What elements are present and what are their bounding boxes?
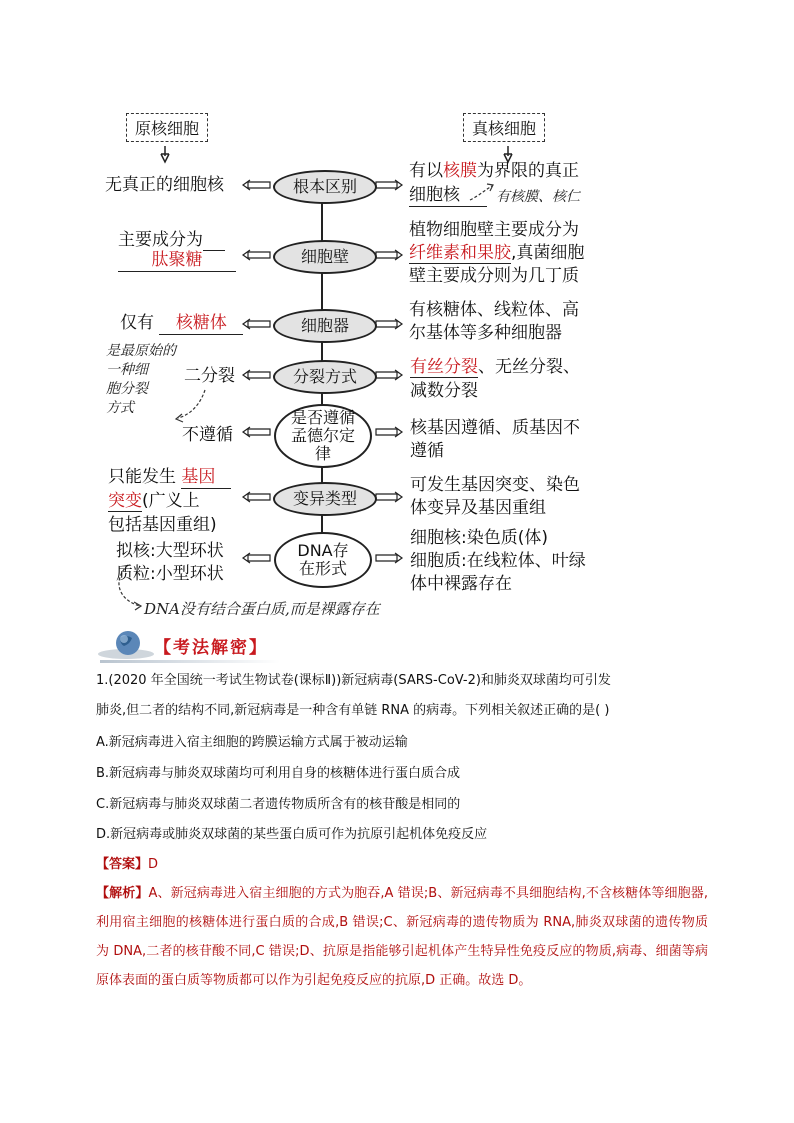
option-a: A.新冠病毒进入宿主细胞的跨膜运输方式属于被动运输 [96, 735, 408, 750]
row3-left: 二分裂 [184, 366, 235, 386]
row5-left-line1: 只能发生 基因 [108, 466, 231, 489]
node-mendel: 是否遵循孟德尔定律 [274, 404, 372, 468]
answer-line: 【答案】D [96, 857, 159, 872]
row5-right-line1: 可发生基因突变、染色 [410, 475, 580, 495]
node-variation: 变异类型 [273, 482, 377, 516]
question-stem-line2: 肺炎,但二者的结构不同,新冠病毒是一种含有单链 RNA 的病毒。下列相关叙述正确的是( ) [96, 703, 610, 718]
row2-right-line2: 尔基体等多种细胞器 [409, 323, 562, 343]
option-c: C.新冠病毒与肺炎双球菌二者遗传物质所含有的核苷酸是相同的 [96, 797, 461, 812]
row5-right-line2: 体变异及基因重组 [410, 498, 546, 518]
row1-right-line1: 植物细胞壁主要成分为 [409, 220, 579, 240]
row3-right-line2: 减数分裂 [410, 381, 478, 401]
row6-right-line1: 细胞核:染色质(体) [410, 528, 548, 548]
option-d: D.新冠病毒或肺炎双球菌的某些蛋白质可作为抗原引起机体免疫反应 [96, 827, 488, 842]
row4-right-line1: 核基因遵循、质基因不 [410, 418, 580, 438]
row3-handwritten-note: 是最原始的 一种细 胞分裂 方式 [106, 343, 176, 416]
row2-right-line1: 有核糖体、线粒体、高 [409, 300, 579, 320]
row2-left: 仅有 核糖体 [120, 312, 243, 335]
section-title-rule [100, 660, 280, 663]
row5-left-line2: 突变(广义上 [108, 491, 200, 511]
prokaryote-header: 原核细胞 [126, 113, 208, 142]
row6-right-line3: 体中裸露存在 [410, 574, 512, 594]
row1-left-line1: 主要成分为 [118, 229, 225, 251]
node-cell-wall: 细胞壁 [273, 240, 377, 274]
row5-left-line3: 包括基因重组) [108, 515, 217, 535]
bottom-handwritten-note: DNA没有结合蛋白质,而是裸露存在 [144, 600, 380, 618]
analysis-paragraph: 【解析】A、新冠病毒进入宿主细胞的方式为胞吞,A 错误;B、新冠病毒不具细胞结构,不含核糖体等细胞器,利用宿主细胞的核糖体进行蛋白质的合成,B 错误;C、新冠病毒的遗传物质为 RNA,肺炎双球菌的遗传物质为 DNA,二者的核苷酸不同,C 错误;D、抗原是指能够引起机体产生特异性免疫反应的物质,病毒、细菌等病原体表面的蛋白质等物质都可以作为引起免疫反应的抗原,D 正确。故选 D。 [96, 886, 708, 988]
question-stem-line1: 1.(2020 年全国统一考试生物试卷(课标Ⅱ))新冠病毒(SARS-CoV-2)和肺炎双球菌均可引发 [96, 673, 611, 688]
node-fundamental-difference: 根本区别 [273, 170, 377, 204]
row4-right-line2: 遵循 [410, 441, 444, 461]
row0-left: 无真正的细胞核 [105, 175, 224, 195]
option-b: B.新冠病毒与肺炎双球菌均可利用自身的核糖体进行蛋白质合成 [96, 766, 461, 781]
node-dna-form: DNA存在形式 [274, 532, 372, 588]
row0-handwritten-note: 有核膜、核仁 [496, 189, 580, 205]
row4-left: 不遵循 [182, 425, 233, 445]
row1-right-line2: 纤维素和果胶,真菌细胞 [409, 243, 585, 263]
node-division: 分裂方式 [273, 360, 377, 394]
node-organelles: 细胞器 [273, 309, 377, 343]
section-title: 【考法解密】 [154, 638, 268, 658]
row6-right-line2: 细胞质:在线粒体、叶绿 [410, 551, 586, 571]
row3-right-line1: 有丝分裂、无丝分裂、 [410, 357, 580, 377]
row6-left-line2: 质粒:小型环状 [116, 564, 224, 584]
row0-right-line1: 有以核膜为界限的真正 [409, 161, 579, 181]
section-globe-icon [96, 628, 156, 660]
row0-right-line2: 细胞核 [409, 184, 487, 207]
eukaryote-header: 真核细胞 [463, 113, 545, 142]
row1-right-line3: 壁主要成分则为几丁质 [409, 266, 579, 286]
row1-left-red: 肽聚糖 [118, 249, 236, 272]
row6-left-line1: 拟核:大型环状 [116, 541, 224, 561]
